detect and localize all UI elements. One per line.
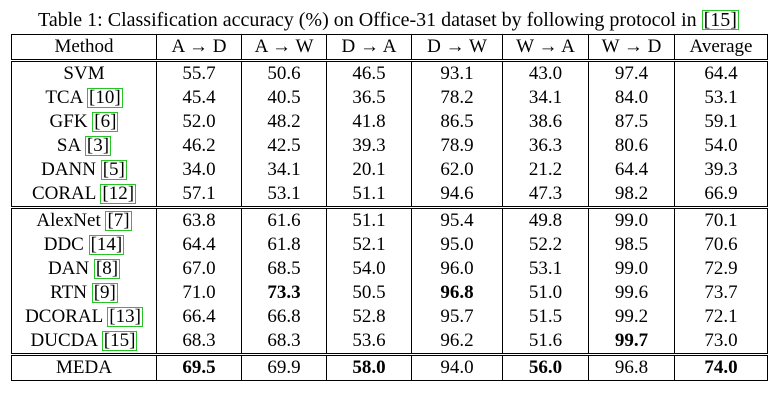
value-cell: 93.1 [412,61,503,87]
value-cell: 73.7 [675,281,768,305]
method-name: RTN [50,282,87,303]
method-cell [12,257,157,281]
value-cell: 95.0 [412,233,503,257]
method-cell [12,329,157,355]
value-cell: 62.0 [412,158,503,182]
method-cell [12,305,157,329]
value-cell: 96.2 [412,329,503,355]
citation-link[interactable]: [13] [109,306,141,327]
value-cell: 74.0 [675,355,768,381]
method-cell [12,61,157,87]
value-cell: 34.1 [503,86,589,110]
value-cell: 61.6 [242,208,327,234]
method-name: SVM [63,63,105,84]
value-cell: 59.1 [675,110,768,134]
citation-link[interactable]: [12] [102,183,135,204]
table-row [12,355,768,381]
method-cell [12,208,157,234]
table-row [12,233,768,257]
value-cell: 95.4 [412,208,503,234]
header-row [12,35,768,61]
value-cell: 99.0 [589,257,675,281]
value-cell: 51.6 [503,329,589,355]
value-cell: 48.2 [242,110,327,134]
value-cell: 70.1 [675,208,768,234]
value-cell: 52.2 [503,233,589,257]
value-cell: 98.5 [589,233,675,257]
table-body [12,61,768,381]
method-cell [12,281,157,305]
value-cell: 38.6 [503,110,589,134]
value-cell: 97.4 [589,61,675,87]
method-name: MEDA [56,357,112,378]
col-header: D → A [327,35,412,61]
value-cell: 43.0 [503,61,589,87]
value-cell: 87.5 [589,110,675,134]
value-cell: 51.5 [503,305,589,329]
value-cell: 99.2 [589,305,675,329]
value-cell: 73.3 [242,281,327,305]
value-cell: 72.1 [675,305,768,329]
value-cell: 99.6 [589,281,675,305]
value-cell: 96.8 [412,281,503,305]
method-cell [12,86,157,110]
value-cell: 94.6 [412,182,503,208]
table-row [12,110,768,134]
value-cell: 95.7 [412,305,503,329]
col-header: W → A [503,35,589,61]
citation-link[interactable]: [14] [90,234,123,255]
value-cell: 39.3 [327,134,412,158]
value-cell: 99.0 [589,208,675,234]
value-cell: 99.7 [589,329,675,355]
value-cell: 71.0 [157,281,242,305]
table-row [12,182,768,208]
value-cell: 55.7 [157,61,242,87]
value-cell: 34.0 [157,158,242,182]
method-name: GFK [49,111,88,132]
citation-link[interactable]: [15] [103,330,136,351]
value-cell: 53.1 [675,86,768,110]
citation-link[interactable]: [3] [86,135,110,156]
value-cell: 20.1 [327,158,412,182]
value-cell: 63.8 [157,208,242,234]
caption-text: Table 1: Classification accuracy (%) on Office-31 dataset by following protocol in [38,9,702,31]
value-cell: 73.0 [675,329,768,355]
value-cell: 61.8 [242,233,327,257]
value-cell: 53.1 [242,182,327,208]
value-cell: 52.1 [327,233,412,257]
table-row [12,61,768,87]
value-cell: 45.4 [157,86,242,110]
table-row [12,257,768,281]
method-cell [12,134,157,158]
value-cell: 64.4 [157,233,242,257]
value-cell: 64.4 [589,158,675,182]
value-cell: 34.1 [242,158,327,182]
value-cell: 78.9 [412,134,503,158]
value-cell: 96.8 [589,355,675,381]
value-cell: 68.5 [242,257,327,281]
citation-link[interactable]: [10] [89,87,121,108]
table-row [12,134,768,158]
citation-link[interactable]: [6] [94,111,117,132]
value-cell: 50.6 [242,61,327,87]
value-cell: 72.9 [675,257,768,281]
method-name: CORAL [31,183,96,204]
value-cell: 68.3 [157,329,242,355]
citation-link[interactable]: [5] [102,159,125,180]
value-cell: 46.2 [157,134,242,158]
method-cell [12,110,157,134]
col-header: W → D [589,35,675,61]
method-name: DUCDA [30,330,98,351]
value-cell: 86.5 [412,110,503,134]
table-row [12,305,768,329]
table-row [12,86,768,110]
method-name: DCORAL [25,306,103,327]
col-header: A → D [157,35,242,61]
table-row [12,158,768,182]
value-cell: 66.4 [157,305,242,329]
value-cell: 80.6 [589,134,675,158]
method-name: TCA [45,87,83,108]
value-cell: 36.5 [327,86,412,110]
citation-link[interactable]: [8] [95,258,119,279]
value-cell: 69.5 [157,355,242,381]
value-cell: 96.0 [412,257,503,281]
value-cell: 40.5 [242,86,327,110]
value-cell: 49.8 [503,208,589,234]
table-row [12,208,768,234]
value-cell: 66.8 [242,305,327,329]
value-cell: 51.1 [327,208,412,234]
citation-link[interactable]: [7] [107,210,130,231]
value-cell: 41.8 [327,110,412,134]
value-cell: 57.1 [157,182,242,208]
value-cell: 70.6 [675,233,768,257]
value-cell: 47.3 [503,182,589,208]
col-header: A → W [242,35,327,61]
value-cell: 58.0 [327,355,412,381]
value-cell: 39.3 [675,158,768,182]
value-cell: 52.0 [157,110,242,134]
table-caption [0,8,777,32]
value-cell: 54.0 [327,257,412,281]
table-row [12,329,768,355]
value-cell: 50.5 [327,281,412,305]
citation-link[interactable]: [9] [93,282,116,303]
value-cell: 98.2 [589,182,675,208]
method-cell [12,233,157,257]
value-cell: 78.2 [412,86,503,110]
value-cell: 94.0 [412,355,503,381]
value-cell: 68.3 [242,329,327,355]
value-cell: 46.5 [327,61,412,87]
method-name: AlexNet [36,210,101,231]
method-name: DAN [47,258,90,279]
method-name: DDC [43,234,84,255]
table-row [12,281,768,305]
col-header: Average [675,35,768,61]
value-cell: 51.1 [327,182,412,208]
value-cell: 36.3 [503,134,589,158]
col-header: D → W [412,35,503,61]
results-table [11,34,768,381]
value-cell: 56.0 [503,355,589,381]
value-cell: 52.8 [327,305,412,329]
value-cell: 67.0 [157,257,242,281]
method-cell [12,158,157,182]
method-cell [12,182,157,208]
value-cell: 54.0 [675,134,768,158]
value-cell: 69.9 [242,355,327,381]
value-cell: 64.4 [675,61,768,87]
method-name: SA [56,135,81,156]
value-cell: 66.9 [675,182,768,208]
method-cell [12,355,157,381]
col-header: Method [12,35,157,61]
value-cell: 53.6 [327,329,412,355]
value-cell: 42.5 [242,134,327,158]
value-cell: 21.2 [503,158,589,182]
caption-citation-link[interactable]: [15] [703,9,737,31]
value-cell: 51.0 [503,281,589,305]
value-cell: 84.0 [589,86,675,110]
method-name: DANN [41,159,96,180]
value-cell: 53.1 [503,257,589,281]
